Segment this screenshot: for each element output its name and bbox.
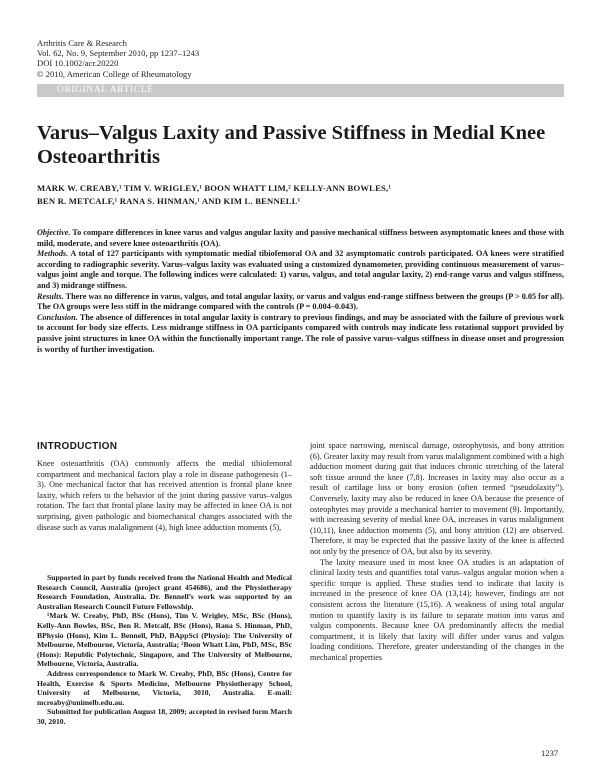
footnote-correspondence: Address correspondence to Mark W. Creaby, PhD, BSc (Hons), Centre for Health, Exercise & Sports Medicine, Melbourne Physiotherapy School, University of Melbourne, Victoria, 3010, Australia. E-mail: mcreaby@unimelb.edu.au. xyxy=(37,668,292,707)
author-line-1: MARK W. CREABY,¹ TIM V. WRIGLEY,¹ BOON WHATT LIM,² KELLY-ANN BOWLES,¹ xyxy=(37,183,392,193)
methods-text: A total of 127 participants with symptomatic medial tibiofemoral OA and 32 asymptomatic controls participated. OA knees were stratified according to radiographic severity. Varus–valgus laxity was evaluated using a customized dynamometer, providing continuous measurement of varus–valgus joint angle and torque. The following indices were calculated: 1) varus, valgus, and total angular laxity, 2) end-range varus and valgus stiffness, and 3) midrange stiffness. xyxy=(37,249,564,290)
journal-header xyxy=(37,38,199,79)
right-column xyxy=(310,441,564,663)
author-list xyxy=(37,182,564,207)
footnote-funding: Supported in part by funds received from the National Health and Medical Research Council, Australia (project grant 454686), and the Physiotherapy Research Foundation, Australia. Dr. Bennell’s work was supported by an Australian Research Council Future Fellowship. xyxy=(37,573,292,611)
intro-paragraph-right-2: The laxity measure used in most knee OA studies is an adaptation of clinical laxity tests and quantifies total varus–valgus angular motion when a specific torque is applied. These studies tend to indicate that laxity is increased in the presence of knee OA (13,14); however, findings are not consistent across the literature (15,16). A weakness of using total angular motion to quantify laxity is its failure to separate motion into varus and valgus components. Because knee OA predominantly affects the medial compartment, it is likely that laxity will differ under varus and valgus loading conditions. Therefore, greater understanding of the changes in the mechanical properties xyxy=(310,557,564,662)
left-column xyxy=(37,441,292,533)
journal-copyright: © 2010, American College of Rheumatology xyxy=(37,68,192,79)
intro-paragraph-right-1: joint space narrowing, meniscal damage, osteophytosis, and bony attrition (6). Greater laxity may result from varus malalignment combined with a high adduction moment during gait that induces chronic stretching of the lateral soft tissue around the knee (7,8). Increases in laxity may also occur as a result of cartilage loss or bony erosion (often termed “pseudolaxity”). Conversely, laxity may also be reduced in knee OA because the presence of osteophytes may provide a mechanical barrier to movement (9). Importantly, with increasing severity of medial knee OA, increases in varus malalignment (10,11), knee adduction moments (5), and bony attrition (12) are observed. Therefore, it may be expected that the passive laxity of the knee is affected not only by the presence of OA, but also by its severity. xyxy=(310,441,564,556)
abstract-objective xyxy=(37,228,564,249)
footnote-submitted: Submitted for publication August 18, 2009; accepted in revised form March 30, 2010. xyxy=(37,707,292,726)
methods-label: Methods. xyxy=(37,249,69,259)
author-line-2: BEN R. METCALF,¹ RANA S. HINMAN,¹ AND KIM L. BENNELL¹ xyxy=(37,195,301,206)
results-text: There was no difference in varus, valgus, and total angular laxity, or varus and valgus end-range stiffness between the groups (P > 0.05 for all). The OA groups were less stiff in the midrange compared with the controls (P = 0.004–0.043). xyxy=(37,291,564,312)
footnotes xyxy=(37,573,292,727)
article-title: Varus–Valgus Laxity and Passive Stiffness in Medial Knee Osteoarthritis xyxy=(37,122,546,168)
page-number: 1237 xyxy=(541,748,559,758)
conclusion-label: Conclusion. xyxy=(37,312,78,322)
article-type-bar xyxy=(37,84,564,97)
abstract-results xyxy=(37,292,564,313)
journal-name: Arthritis Care & Research xyxy=(37,38,127,48)
journal-volume: Vol. 62, No. 9, September 2010, pp 1237–1243 xyxy=(37,48,200,59)
results-label: Results. xyxy=(37,291,64,301)
abstract-methods xyxy=(37,249,564,291)
footnote-affiliations: ¹Mark W. Creaby, PhD, BSc (Hons), Tim V. Wrigley, MSc, BSc (Hons), Kelly-Ann Bowles, BSc, Ben R. Metcalf, BSc (Hons), Rana S. Hinman, PhD, BPhysio (Hons), Kim L. Bennell, PhD, BAppSci (Physio): The University of Melbourne, Melbourne, Victoria, Australia; ²Boon Whatt Lim, PhD, MSc, BSc (Hons): Republic Polytechnic, Singapore, and The University of Melbourne, Melbourne, Victoria, Australia. xyxy=(37,611,292,669)
intro-paragraph-left: Knee osteoarthritis (OA) commonly affects the medial tibiofemoral compartment and mechanical factors play a role in disease pathogenesis (1–3). One mechanical factor that has received attention is frontal plane knee laxity, which refers to the behavior of the joint during passive varus–valgus rotation. The fact that frontal plane laxity may be affected in knee OA is not surprising, given pathologic and biomechanical changes associated with the disease such as varus malalignment (4), high knee adduction moments (5), xyxy=(37,459,292,532)
objective-label: Objective. xyxy=(37,228,71,237)
objective-text: To compare differences in knee varus and valgus angular laxity and passive mechanical stiffness between asymptomatic knees and those with mild, moderate, and severe knee osteoarthritis (OA). xyxy=(37,228,565,248)
introduction-heading: INTRODUCTION xyxy=(37,441,118,452)
article-type-label: ORIGINAL ARTICLE xyxy=(57,85,154,95)
abstract-conclusion xyxy=(37,313,564,355)
conclusion-text: The absence of differences in total angular laxity is contrary to previous findings, and may be associated with the failure of previous work to account for body size effects. Less midrange stiffness in OA participants compared with controls may indicate less rotational support provided by passive joint structures in knee OA within the functionally important range. The role of passive varus–valgus stiffness in disease onset and progression is worthy of further investigation. xyxy=(37,312,564,354)
journal-doi: DOI 10.1002/acr.20220 xyxy=(37,58,119,69)
abstract xyxy=(37,228,564,355)
